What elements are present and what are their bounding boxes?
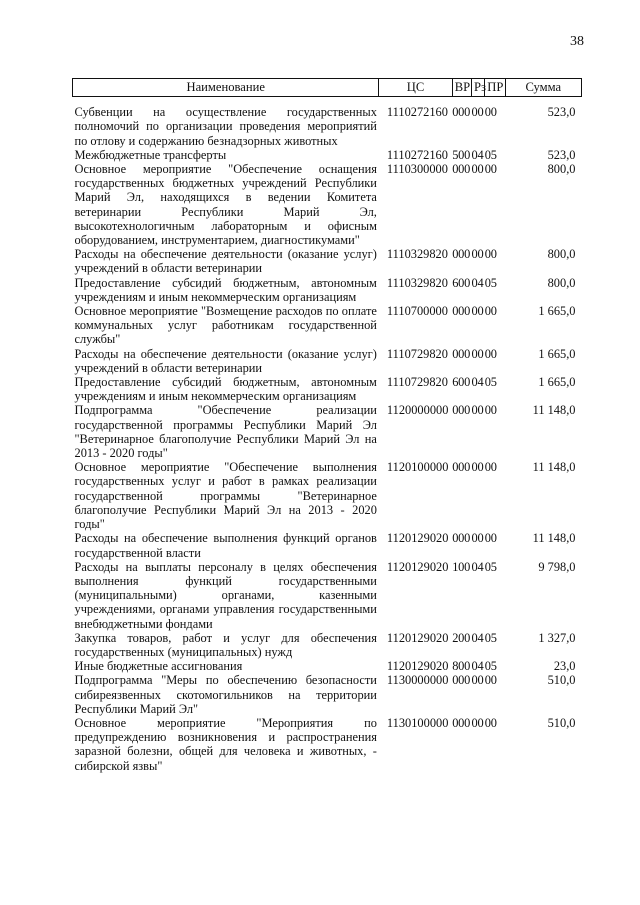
cell-sum: 11 148,0 — [532, 403, 576, 418]
cell-sum: 800,0 — [547, 162, 576, 177]
cell-cs: 1110700000 — [386, 304, 448, 319]
cell-vr: 100 — [452, 559, 471, 574]
cell-name: Расходы на обеспечение деятельности (оказание услуг) учреждений в области ветеринарии — [74, 346, 377, 375]
table-row — [73, 304, 582, 347]
cell-rz: 04 — [471, 630, 484, 645]
cell-cs: 1120129020 — [386, 630, 449, 645]
cell-rz: 04 — [471, 275, 484, 290]
cell-vr: 000 — [452, 460, 471, 475]
cell-cs: 1120129020 — [386, 559, 449, 574]
table-header — [73, 79, 582, 97]
cell-vr: 000 — [452, 162, 471, 177]
cell-pr: 00 — [484, 304, 497, 319]
cell-cs: 1110300000 — [386, 162, 448, 177]
table-row — [73, 560, 582, 631]
table-row — [73, 403, 582, 460]
cell-sum: 9 798,0 — [538, 559, 576, 574]
cell-pr: 00 — [484, 531, 497, 546]
cell-pr: 00 — [484, 105, 497, 120]
header-cs: ЦС — [379, 79, 452, 97]
header-rz: Рз — [472, 79, 485, 97]
cell-name: Основное мероприятие "Мероприятия по предупреждению возникновения и распространения заразной болезни, общей для человека и животных, - сибирской язвы" — [74, 715, 377, 773]
cell-rz: 04 — [471, 375, 484, 390]
cell-sum: 510,0 — [547, 673, 576, 688]
cell-name: Подпрограмма "Обеспечение реализации государственной программы Республики Марий Эл "Ветеринарное благополучие Республики Марий Эл на 2013 - 2020 годы" — [74, 403, 377, 461]
cell-pr: 00 — [484, 403, 497, 418]
cell-sum: 11 148,0 — [532, 531, 576, 546]
cell-name: Основное мероприятие "Возмещение расходов по оплате коммунальных услуг работникам государственной службы" — [74, 304, 377, 347]
cell-sum: 523,0 — [547, 147, 576, 162]
cell-name: Предоставление субсидий бюджетным, автономным учреждениям и иным некоммерческим организациям — [74, 275, 377, 304]
cell-rz: 04 — [471, 147, 484, 162]
cell-rz: 00 — [471, 304, 484, 319]
cell-name: Закупка товаров, работ и услуг для обеспечения государственных (муниципальных) нужд — [74, 630, 377, 659]
cell-name: Иные бюджетные ассигнования — [74, 659, 243, 674]
cell-sum: 800,0 — [547, 275, 576, 290]
cell-vr: 000 — [452, 673, 471, 688]
table-row — [73, 716, 582, 773]
cell-vr: 800 — [452, 659, 471, 674]
cell-vr: 000 — [452, 715, 471, 730]
cell-rz: 00 — [471, 105, 484, 120]
cell-name: Субвенции на осуществление государственных полномочий по организации проведения мероприятий по отлову и содержанию безнадзорных животных — [74, 105, 377, 148]
table-row — [73, 531, 582, 559]
table-row — [73, 162, 582, 247]
cell-pr: 00 — [484, 247, 497, 262]
budget-table — [72, 78, 582, 773]
table-row — [73, 148, 582, 162]
cell-cs: 1110729820 — [386, 346, 448, 361]
cell-rz: 00 — [471, 247, 484, 262]
table-row — [73, 347, 582, 375]
cell-vr: 600 — [452, 375, 471, 390]
cell-sum: 510,0 — [547, 715, 576, 730]
table-row — [73, 659, 582, 673]
cell-vr: 000 — [452, 403, 471, 418]
cell-sum: 1 327,0 — [538, 630, 576, 645]
cell-rz: 00 — [471, 162, 484, 177]
table-row — [73, 97, 582, 148]
cell-sum: 1 665,0 — [538, 375, 576, 390]
cell-rz: 00 — [471, 460, 484, 475]
cell-cs: 1130000000 — [386, 673, 449, 688]
cell-pr: 05 — [484, 659, 497, 674]
cell-name: Основное мероприятие "Обеспечение оснащения государственных бюджетных учреждений Республики Марий Эл, находящихся в ведении Комитета ветеринарии Республики Марий Эл, высокотехнологичным лабораторным и офисным оборудованием, инструментарием, диагностикумами" — [74, 162, 377, 248]
cell-rz: 00 — [471, 346, 484, 361]
cell-cs: 1110272160 — [386, 147, 448, 162]
header-vr: ВР — [452, 79, 471, 97]
cell-vr: 000 — [452, 346, 471, 361]
cell-vr: 200 — [452, 630, 471, 645]
cell-vr: 600 — [452, 275, 471, 290]
table-row — [73, 673, 582, 716]
table-row — [73, 631, 582, 659]
cell-rz: 00 — [471, 673, 484, 688]
table-body — [73, 97, 582, 773]
page-number: 38 — [570, 34, 584, 49]
cell-pr: 05 — [484, 375, 497, 390]
cell-cs: 1110329820 — [386, 247, 448, 262]
cell-cs: 1110729820 — [386, 375, 448, 390]
cell-rz: 00 — [471, 403, 484, 418]
cell-vr: 000 — [452, 247, 471, 262]
cell-rz: 04 — [471, 659, 484, 674]
cell-cs: 1130100000 — [386, 715, 449, 730]
cell-sum: 11 148,0 — [532, 460, 576, 475]
cell-rz: 00 — [471, 531, 484, 546]
cell-vr: 500 — [452, 147, 471, 162]
cell-name: Подпрограмма "Меры по обеспечению безопасности сибиреязвенных скотомогильников на территории Республики Марий Эл" — [74, 673, 377, 716]
cell-sum: 1 665,0 — [538, 346, 576, 361]
cell-name: Основное мероприятие "Обеспечение выполнения государственных услуг и работ в рамках реализации государственной программы "Ветеринарное благополучие Республики Марий Эл на 2013 - 2020 годы" — [74, 460, 377, 532]
cell-pr: 00 — [484, 460, 497, 475]
table-row — [73, 460, 582, 531]
cell-vr: 000 — [452, 531, 471, 546]
cell-cs: 1120129020 — [386, 531, 449, 546]
cell-sum: 800,0 — [547, 247, 576, 262]
cell-vr: 000 — [452, 105, 471, 120]
cell-cs: 1110329820 — [386, 275, 448, 290]
cell-pr: 05 — [484, 275, 497, 290]
table-row — [73, 247, 582, 275]
cell-pr: 05 — [484, 559, 497, 574]
cell-pr: 05 — [484, 147, 497, 162]
cell-vr: 000 — [452, 304, 471, 319]
cell-pr: 05 — [484, 630, 497, 645]
cell-cs: 1120000000 — [386, 403, 449, 418]
cell-name: Расходы на обеспечение выполнения функций органов государственной власти — [74, 531, 377, 560]
cell-pr: 00 — [484, 673, 497, 688]
cell-cs: 1120100000 — [386, 460, 449, 475]
table-row — [73, 276, 582, 304]
cell-sum: 1 665,0 — [538, 304, 576, 319]
cell-pr: 00 — [484, 162, 497, 177]
header-name: Наименование — [73, 79, 379, 97]
cell-name: Межбюджетные трансферты — [74, 147, 227, 162]
cell-rz: 00 — [471, 715, 484, 730]
table-row — [73, 375, 582, 403]
cell-sum: 23,0 — [553, 659, 576, 674]
cell-cs: 1110272160 — [386, 105, 448, 120]
cell-pr: 00 — [484, 715, 497, 730]
header-sum: Сумма — [505, 79, 581, 97]
cell-sum: 523,0 — [547, 105, 576, 120]
cell-rz: 04 — [471, 559, 484, 574]
cell-pr: 00 — [484, 346, 497, 361]
cell-name: Расходы на выплаты персоналу в целях обеспечения выполнения функций государственными (муниципальными) органами, казенными учреждениями, органами управления государственными внебюджетными фондами — [74, 559, 377, 631]
cell-name: Предоставление субсидий бюджетным, автономным учреждениям и иным некоммерческим организациям — [74, 375, 377, 404]
cell-cs: 1120129020 — [386, 659, 449, 674]
header-pr: ПР — [485, 79, 505, 97]
cell-name: Расходы на обеспечение деятельности (оказание услуг) учреждений в области ветеринарии — [74, 247, 377, 276]
